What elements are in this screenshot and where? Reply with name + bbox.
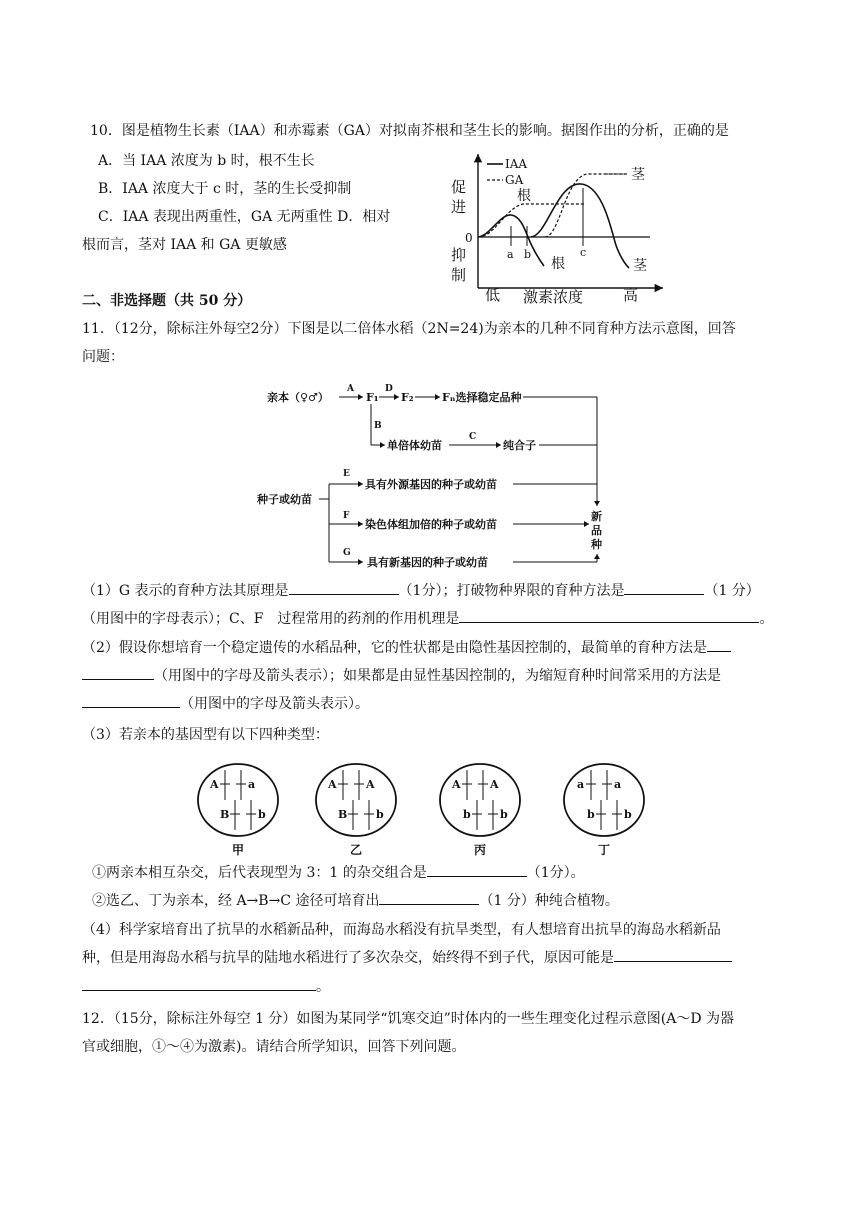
section-heading: 二、非选择题（共 50 分） [82,293,252,309]
flow-label-f: F [343,511,350,521]
q11-3-item2 [92,890,619,910]
yi-gene-3: B [338,808,348,821]
flow-label-c: C [469,432,477,442]
q11-1-text-c: （1 分） [704,583,760,599]
jia-gene-4: b [258,808,266,821]
ding-gene-4: b [624,808,632,821]
q10-option-c-cont: 根而言，茎对 IAA 和 GA 更敏感 [82,237,287,253]
cell-jia [198,764,278,857]
cell-ding [564,764,644,857]
jia-gene-1: A [210,778,219,791]
ding-gene-1: a [577,778,585,791]
flow-new-2: 品 [591,524,602,537]
q11-3-item1 [92,862,585,882]
q10-option-b: B．IAA 浓度大于 c 时，茎的生长受抑制 [98,181,352,197]
q11-3-line1: （3）若亲本的基因型有以下四种类型： [82,727,329,743]
answer-blank-8[interactable] [614,947,732,962]
q11-2-line2 [82,665,721,685]
flow-new-3: 种 [591,538,602,551]
q11-2-line3 [82,693,369,713]
flow-label-g: G [343,548,351,558]
q11-3-text-b: （1分）。 [526,865,585,881]
legend-ga: GA [505,173,524,187]
q11-1-line1 [82,580,760,600]
q11-1-text-d: （用图中的字母表示）；C、F 过程常用的药剂的作用机理是 [82,611,460,627]
q12-line2: 官或细胞，①～④为激素)。请结合所学知识，回答下列问题。 [82,1039,466,1055]
bing-gene-1: A [452,778,461,791]
flow-fn: Fₙ选择稳定品种 [442,391,522,404]
y-label-promote-1: 促 [451,178,467,196]
q11-1-text-a: （1）G 表示的育种方法其原理是 [82,583,289,599]
flow-pure: 纯合子 [503,439,536,452]
cell-bing [440,764,520,857]
answer-blank-6[interactable] [427,862,527,877]
ding-gene-2: a [614,778,622,791]
label-root-iaa: 根 [551,256,565,272]
jia-gene-3: B [220,808,230,821]
q11-4-text-a: 种，但是用海岛水稻与抗旱的陆地水稻进行了多次杂交，始终得不到子代，原因可能是 [82,950,614,966]
genotype-cells [195,760,665,858]
cell-name-yi: 乙 [350,843,363,857]
cell-name-jia: 甲 [232,843,245,857]
answer-blank-2[interactable] [624,580,704,595]
flow-haploid: 单倍体幼苗 [387,439,442,452]
q11-4-line3 [82,976,330,996]
yi-gene-4: b [376,808,384,821]
tick-b: b [524,248,532,261]
q11-2-text-b: （用图中的字母及箭头表示）；如果都是由显性基因控制的，为缩短育种时间常采用的方法是 [154,668,721,684]
bing-gene-4: b [500,808,508,821]
yi-gene-1: A [328,778,337,791]
y-label-inhibit-1: 抑 [451,246,467,264]
q11-2-text-a: （2）假设你想培育一个稳定遗传的水稻品种，它的性状都是由隐性基因控制的，最简单的育种方法是 [82,640,707,656]
ga-root-curve [478,204,585,237]
x-axis-title: 激素浓度 [523,288,584,304]
flow-g-text: 具有新基因的种子或幼苗 [367,556,488,569]
q11-3-text-a: ①两亲本相互杂交，后代表现型为 3：1 的杂交组合是 [92,865,427,881]
bing-gene-2: A [490,778,499,791]
cell-name-bing: 丙 [474,843,487,857]
q11-4-line1: （4）科学家培育出了抗旱的水稻新品种，而海岛水稻没有抗旱类型，有人想培育出抗旱的海岛水稻新品 [82,922,721,938]
flow-f-text: 染色体组加倍的种子或幼苗 [365,518,497,531]
q11-3-text-d: （1 分）种纯合植物。 [479,893,619,909]
q11-4-text-b: 。 [316,979,330,995]
answer-blank-4b[interactable] [82,665,154,680]
cell-yi [316,764,396,857]
flow-f1: F₁ [366,391,379,404]
flow-label-d: D [385,384,393,394]
ga-stem-curve [545,174,627,237]
answer-blank-8b[interactable] [82,976,316,991]
tick-c: c [580,246,587,259]
flow-seed: 种子或幼苗 [257,493,312,506]
q10-option-a: A．当 IAA 浓度为 b 时，根不生长 [98,153,315,169]
cell-name-ding: 丁 [598,843,611,857]
q11-1-line2 [82,608,773,628]
flow-new-1: 新 [591,510,602,523]
q11-stem-cont: 问题： [82,349,124,365]
answer-blank-7[interactable] [379,890,479,905]
q11-2-text-c: （用图中的字母及箭头表示）。 [180,696,369,712]
q11-2-line1 [82,637,731,657]
bing-gene-3: b [463,808,471,821]
breeding-flow-diagram [255,378,615,574]
x-label-high: 高 [623,286,639,304]
q11-stem: 11．（12分，除标注外每空2分）下图是以二倍体水稻（2N=24)为亲本的几种不同育种方法示意图，回答 [82,321,736,337]
flow-parent: 亲本（♀♂） [267,391,329,404]
flow-label-e: E [343,469,350,479]
y-label-inhibit-2: 制 [451,266,467,284]
q12-line1: 12．（15分，除标注外每空 1 分）如图为某同学“饥寒交迫”时体内的一些生理变化过程示意图(A～D 为器 [82,1011,734,1027]
flow-f2: F₂ [401,391,414,404]
label-stem-iaa: 茎 [633,258,647,274]
label-root-ga: 根 [517,188,531,204]
q11-3-text-c: ②选乙、丁为亲本，经 A→B→C 途径可培育出 [92,893,380,909]
label-stem-ga: 茎 [631,167,645,183]
q11-4-line2 [82,947,732,967]
answer-blank-1[interactable] [289,580,399,595]
flow-e-text: 具有外源基因的种子或幼苗 [365,478,497,491]
answer-blank-4[interactable] [707,637,731,652]
answer-blank-3[interactable] [459,608,759,623]
x-label-low: 低 [485,286,501,304]
yi-gene-2: A [366,778,375,791]
flow-label-b: B [374,421,382,431]
q11-1-text-e: 。 [759,611,774,627]
ding-gene-3: b [587,808,595,821]
jia-gene-2: a [248,778,256,791]
legend-iaa: IAA [505,157,528,171]
hormone-graph [445,148,670,304]
y-label-promote-2: 进 [451,198,467,216]
q10-option-c: C．IAA 表现出两重性，GA 无两重性 D．相对 [98,209,391,225]
q11-1-text-b: （1分）；打破物种界限的育种方法是 [398,583,625,599]
answer-blank-5[interactable] [82,693,180,708]
q10-stem: 10．图是植物生长素（IAA）和赤霉素（GA）对拟南芥根和茎生长的影响。据图作出的分析，正确的是 [90,123,729,139]
y-label-zero: 0 [465,231,473,245]
flow-label-a: A [347,384,354,394]
tick-a: a [507,248,514,261]
